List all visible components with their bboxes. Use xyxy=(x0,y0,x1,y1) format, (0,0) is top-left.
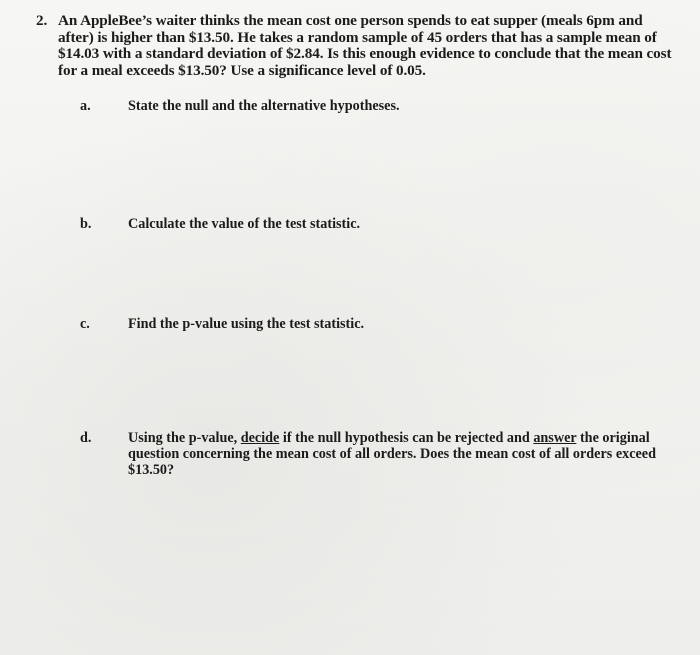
part-d-text xyxy=(128,430,668,478)
part-a-letter: a. xyxy=(80,98,91,114)
part-c-text: Find the p-value using the test statistic. xyxy=(128,316,365,332)
part-d-decide: decide xyxy=(240,430,280,446)
part-d-text-middle: if the null hypothesis can be rejected and xyxy=(279,430,534,446)
part-d-text-start: Using the p-value, xyxy=(128,430,241,446)
question-text: An AppleBee’s waiter thinks the mean cost one person spends to eat supper (meals 6pm and after) is higher than $13.50. He takes a random sample of 45 orders that has a sample mean of $14.03 with a standard deviation of $2.84. Is this enough evidence to conclude that the mean cost for a meal exceeds $13.50? Use a significance level of 0.05. xyxy=(58,12,672,79)
part-b-letter: b. xyxy=(80,216,92,232)
part-d-letter: d. xyxy=(80,430,92,446)
question-2 xyxy=(36,13,676,79)
part-d-text-end: the original question concerning the mean cost of all orders. Does the mean cost of all orders exceed $13.50? xyxy=(128,430,656,478)
part-a-text: State the null and the alternative hypotheses. xyxy=(128,98,400,114)
part-c-letter: c. xyxy=(80,316,90,332)
part-d-answer: answer xyxy=(533,430,577,446)
part-b-text: Calculate the value of the test statistic. xyxy=(128,216,361,232)
question-number: 2. xyxy=(36,12,48,29)
